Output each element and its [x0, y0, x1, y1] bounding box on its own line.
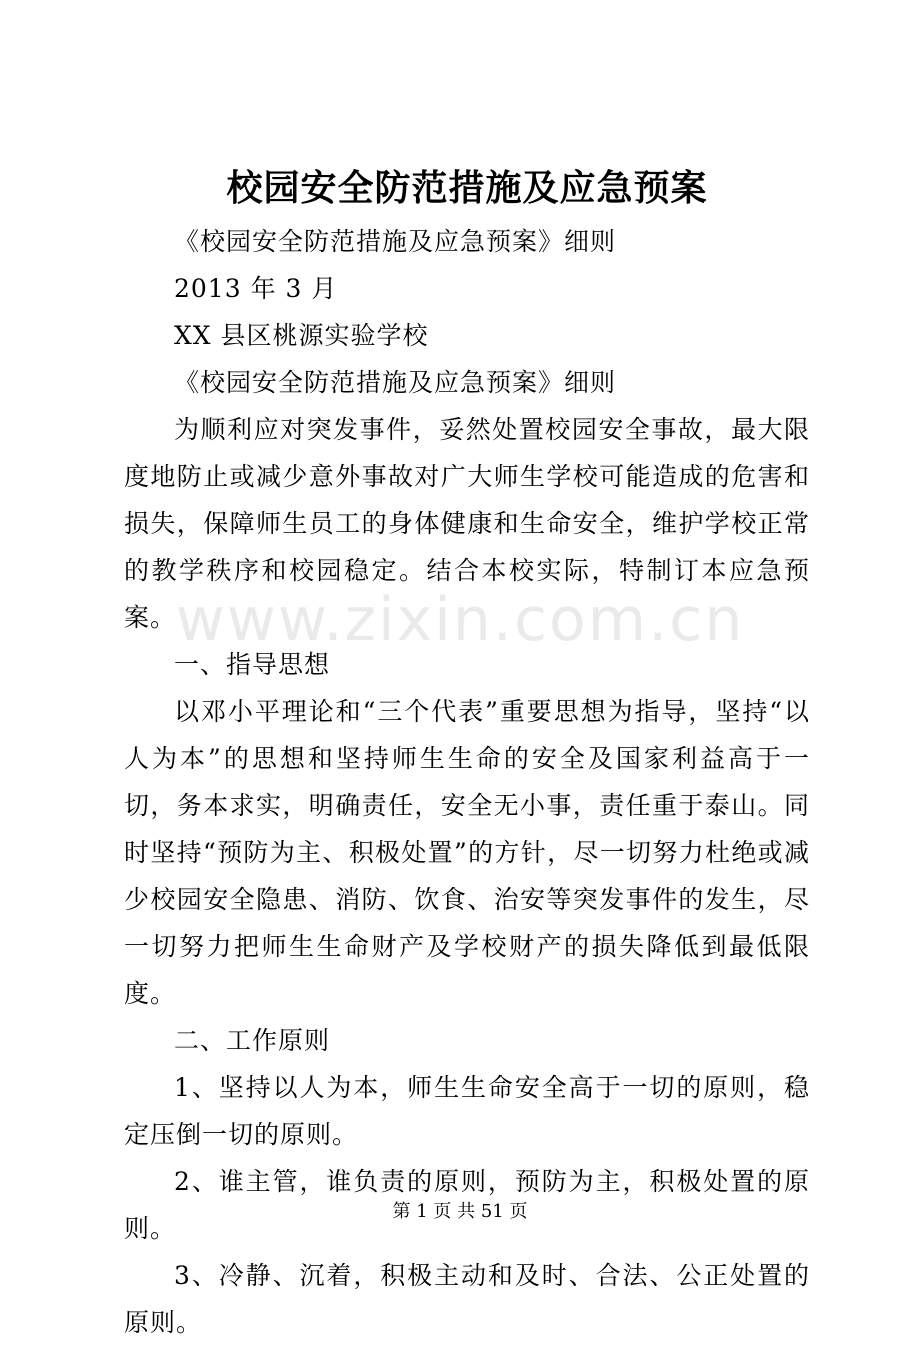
paragraph-school: XX 县区桃源实验学校 — [174, 321, 429, 350]
section-heading-guiding-thought: 一、指导思想 — [174, 650, 331, 679]
section-heading-principles: 二、工作原则 — [174, 1026, 331, 1055]
document-title: 校园安全防范措施及应急预案 — [226, 167, 708, 209]
principle-item-3: 3、冷静、沉着，积极主动和及时、合法、公正处置的原则。 — [124, 1261, 810, 1337]
paragraph-guiding-thought: 以邓小平理论和“三个代表”重要思想为指导，坚持“以人为本”的思想和坚持师生生命的安全及国家利益高于一切，务本求实，明确责任，安全无小事，责任重于泰山。同时坚持“预防为主、积极处置”的方针，尽一切努力杜绝或减少校园安全隐患、消防、饮食、治安等突发事件的发生，尽一切努力把师生生命财产及学校财产的损失降低到最低限度。 — [124, 697, 810, 1008]
principle-item-2: 2、谁主管，谁负责的原则，预防为主，积极处置的原则。 — [124, 1167, 810, 1243]
watermark: www.zixin.com.cn — [175, 585, 745, 655]
page-footer: 第 1 页 共 51 页 — [392, 1201, 528, 1222]
paragraph-subtitle: 《校园安全防范措施及应急预案》细则 — [174, 227, 617, 256]
paragraph-subtitle-repeat: 《校园安全防范措施及应急预案》细则 — [174, 368, 617, 397]
paragraph-intro: 为顺利应对突发事件，妥然处置校园安全事故，最大限度地防止或减少意外事故对广大师生学校可能造成的危害和损失，保障师生员工的身体健康和生命安全，维护学校正常的教学秩序和校园稳定。结合本校实际，特制订本应急预案。 — [124, 415, 810, 632]
principle-item-1: 1、坚持以人为本，师生生命安全高于一切的原则，稳定压倒一切的原则。 — [124, 1073, 810, 1149]
paragraph-date: 2013 年 3 月 — [174, 274, 338, 303]
